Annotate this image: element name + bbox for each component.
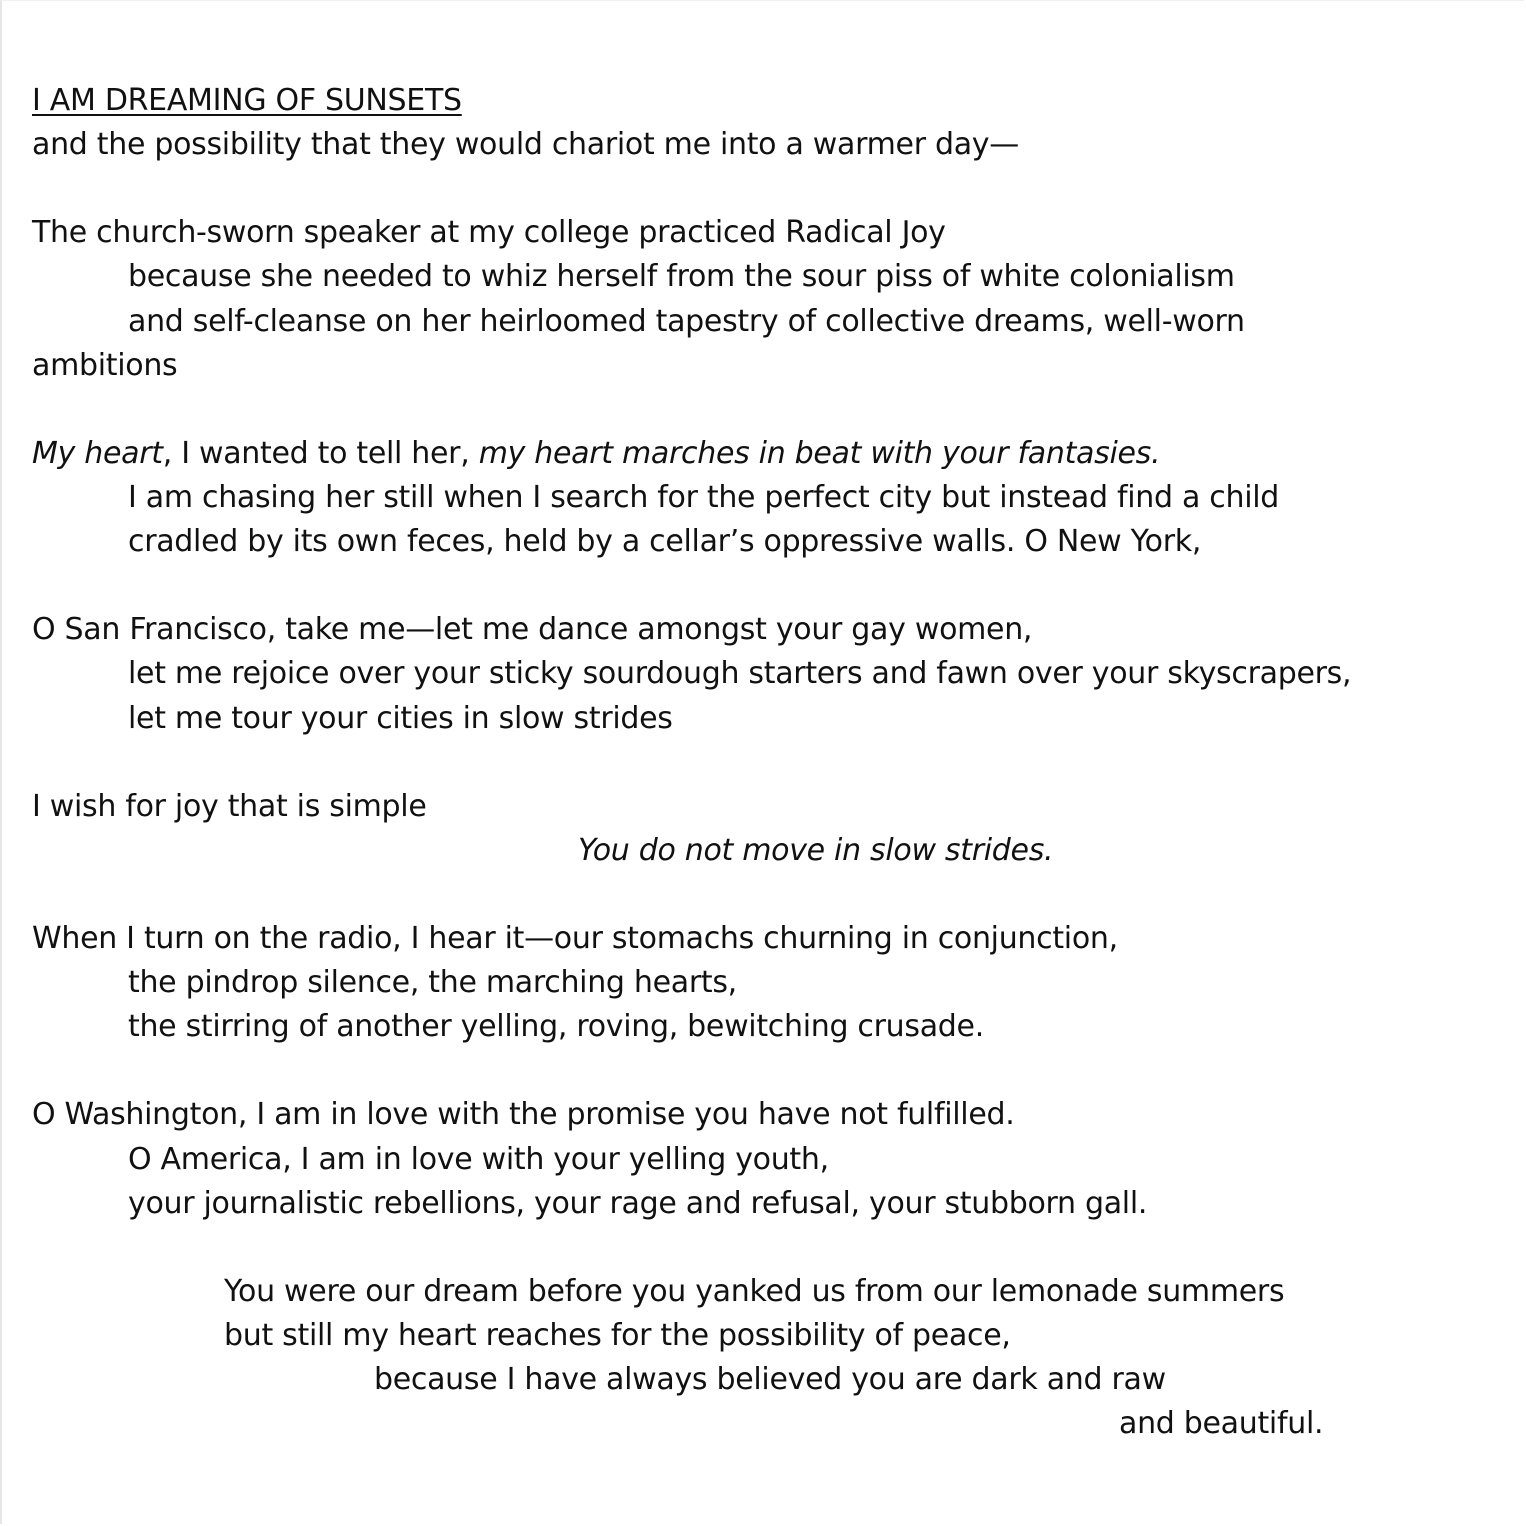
poem-line-italic: You do not move in slow strides.: [578, 833, 1054, 868]
poem-line: because she needed to whiz herself from the sour piss of white colonialism: [128, 259, 1235, 294]
poem-line: ambitions: [32, 348, 178, 383]
poem-line: O America, I am in love with your yelling youth,: [128, 1142, 829, 1177]
poem-line-mixed: [32, 432, 1160, 476]
poem-line: the pindrop silence, the marching hearts,: [128, 965, 737, 1000]
poem-title: I AM DREAMING OF SUNSETS: [32, 83, 462, 118]
poem-line: O San Francisco, take me—let me dance amongst your gay women,: [32, 612, 1033, 647]
poem-line: and self-cleanse on her heirloomed tapestry of collective dreams, well-worn: [128, 304, 1245, 339]
poem-line: I wish for joy that is simple: [32, 789, 427, 824]
poem-line: You were our dream before you yanked us from our lemonade summers: [224, 1274, 1285, 1309]
poem-line: and the possibility that they would chariot me into a warmer day—: [32, 127, 1019, 162]
plain-phrase: , I wanted to tell her,: [162, 436, 479, 471]
italic-phrase: my heart marches in beat with your fantasies.: [478, 436, 1161, 471]
poem-line: let me tour your cities in slow strides: [128, 701, 673, 736]
poem-line: I am chasing her still when I search for the perfect city but instead find a child: [128, 480, 1280, 515]
poem-line: The church-sworn speaker at my college practiced Radical Joy: [32, 215, 946, 250]
poem-line: but still my heart reaches for the possibility of peace,: [224, 1318, 1011, 1353]
poem-line: and beautiful.: [1119, 1406, 1324, 1441]
poem-line: cradled by its own feces, held by a cellar’s oppressive walls. O New York,: [128, 524, 1202, 559]
poem-line: the stirring of another yelling, roving, bewitching crusade.: [128, 1009, 984, 1044]
poem-line: let me rejoice over your sticky sourdough starters and fawn over your skyscrapers,: [128, 656, 1352, 691]
poem-line: O Washington, I am in love with the promise you have not fulfilled.: [32, 1097, 1015, 1132]
poem-line: because I have always believed you are dark and raw: [374, 1362, 1166, 1397]
italic-phrase: My heart: [32, 436, 163, 471]
poem-line: your journalistic rebellions, your rage and refusal, your stubborn gall.: [128, 1186, 1148, 1221]
poem-line: When I turn on the radio, I hear it—our stomachs churning in conjunction,: [32, 921, 1118, 956]
